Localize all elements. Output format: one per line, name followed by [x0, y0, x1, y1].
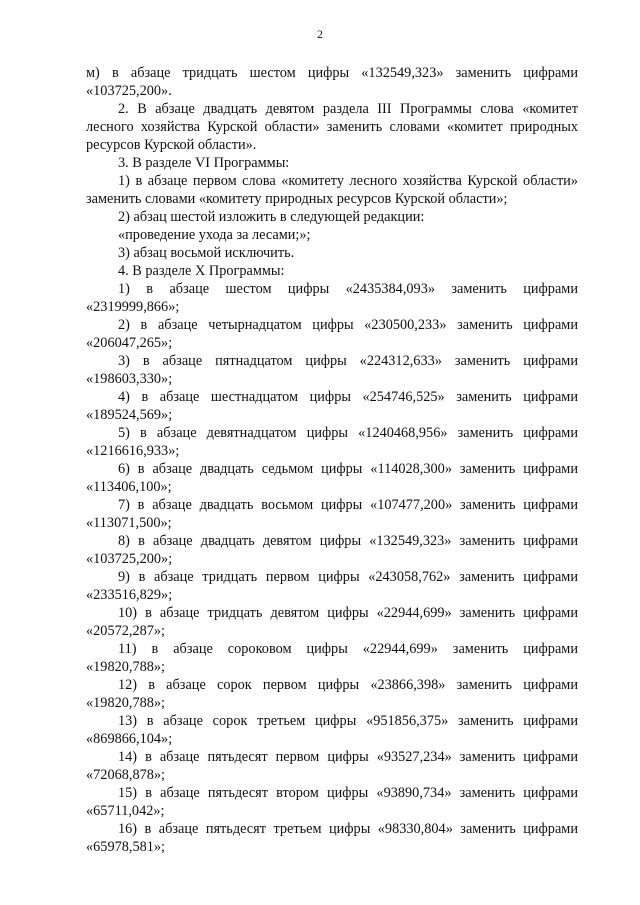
document-body — [86, 64, 578, 856]
list-item: 16) в абзаце пятьдесят третьем цифры «98330,804» заменить цифрами «65978,581»; — [86, 821, 578, 855]
page-number: 2 — [317, 27, 323, 41]
paragraph: 2) абзац шестой изложить в следующей редакции: — [118, 209, 425, 225]
list-item: 5) в абзаце девятнадцатом цифры «1240468,956» заменить цифрами «1216616,933»; — [86, 425, 578, 459]
list-item: 14) в абзаце пятьдесят первом цифры «93527,234» заменить цифрами «72068,878»; — [86, 749, 578, 783]
list-item: 7) в абзаце двадцать восьмом цифры «107477,200» заменить цифрами «113071,500»; — [86, 497, 578, 531]
paragraph: 1) в абзаце первом слова «комитету лесного хозяйства Курской области» заменить словами «комитету природных ресурсов Курской области»; — [86, 173, 578, 207]
paragraph: «проведение ухода за лесами;»; — [118, 227, 311, 243]
list-item: 12) в абзаце сорок первом цифры «23866,398» заменить цифрами «19820,788»; — [86, 677, 578, 711]
list-item: 4) в абзаце шестнадцатом цифры «254746,525» заменить цифрами «189524,569»; — [86, 389, 578, 423]
list-item: 15) в абзаце пятьдесят втором цифры «93890,734» заменить цифрами «65711,042»; — [86, 785, 578, 819]
paragraph: 3. В разделе VI Программы: — [118, 155, 290, 171]
list-item: 3) в абзаце пятнадцатом цифры «224312,633» заменить цифрами «198603,330»; — [86, 353, 578, 387]
list-item: 1) в абзаце шестом цифры «2435384,093» заменить цифрами «2319999,866»; — [86, 281, 578, 315]
paragraph: м) в абзаце тридцать шестом цифры «132549,323» заменить цифрами «103725,200». — [86, 65, 578, 99]
list-item: 9) в абзаце тридцать первом цифры «243058,762» заменить цифрами «233516,829»; — [86, 569, 578, 603]
paragraph: 4. В разделе X Программы: — [118, 263, 285, 279]
list-item: 10) в абзаце тридцать девятом цифры «22944,699» заменить цифрами «20572,287»; — [86, 605, 578, 639]
paragraph: 2. В абзаце двадцать девятом раздела III Программы слова «комитет лесного хозяйства Курской области» заменить словами «комитет природных ресурсов Курской области». — [86, 101, 578, 153]
list-item: 2) в абзаце четырнадцатом цифры «230500,233» заменить цифрами «206047,265»; — [86, 317, 578, 351]
list-item: 13) в абзаце сорок третьем цифры «951856,375» заменить цифрами «869866,104»; — [86, 713, 578, 747]
list-item: 6) в абзаце двадцать седьмом цифры «114028,300» заменить цифрами «113406,100»; — [86, 461, 578, 495]
paragraph: 3) абзац восьмой исключить. — [118, 245, 295, 261]
list-item: 11) в абзаце сороковом цифры «22944,699» заменить цифрами «19820,788»; — [86, 641, 578, 675]
list-item: 8) в абзаце двадцать девятом цифры «132549,323» заменить цифрами «103725,200»; — [86, 533, 578, 567]
